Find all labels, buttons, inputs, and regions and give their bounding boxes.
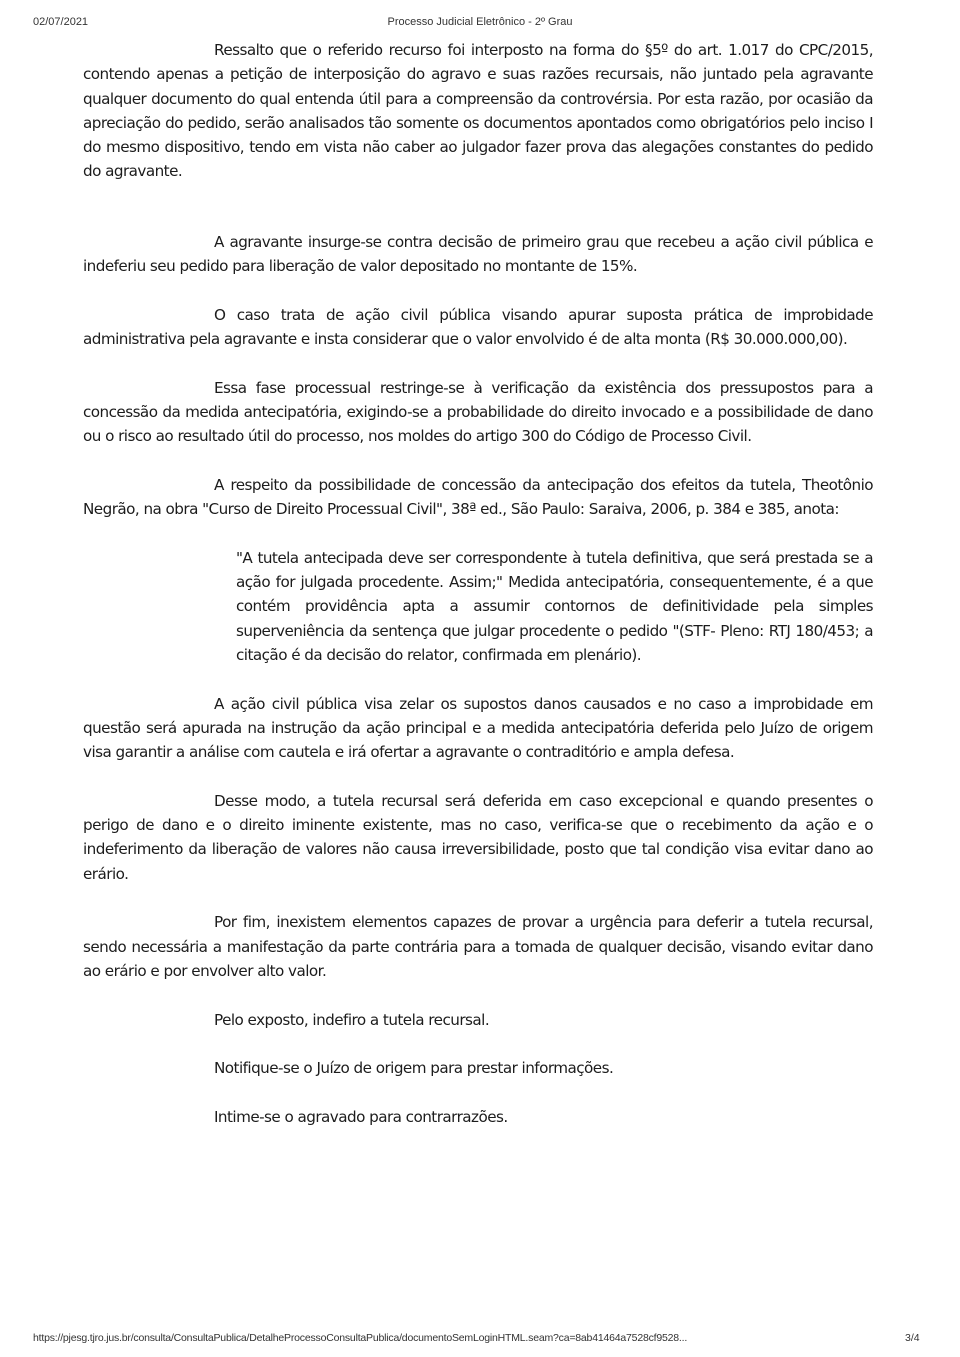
paragraph-agravante: A agravante insurge-se contra decisão de primeiro grau que recebeu a ação civil pública e indeferiu seu pedido para liberação de valor depositado no montante de 15%. — [83, 233, 873, 276]
document-body — [83, 38, 873, 1153]
paragraph-acao-civil: A ação civil pública visa zelar os supostos danos causados e no caso a improbidade em questão será apurada na instrução da ação principal e a medida antecipatória deferida pelo Juízo de origem visa garantir a análise com cautela e irá ofertar a agravante o contraditório e ampla defesa. — [83, 694, 873, 762]
paragraph-respeito: A respeito da possibilidade de concessão da antecipação dos efeitos da tutela, Theotônio Negrão, na obra "Curso de Direito Processual Civil", 38ª ed., São Paulo: Saraiva, 2006, p. 384 e 385, anota: — [83, 475, 873, 519]
print-footer-url: https://pjesg.tjro.jus.br/consulta/ConsultaPublica/DetalheProcessoConsultaPublica/documentoSemLoginHTML.seam?ca=8ab41464a7528cf9528... — [33, 1332, 688, 1344]
block-quote: "A tutela antecipada deve ser correspondente à tutela definitiva, que será prestada se a ação for julgada procedente. Assim;" Medida antecipatória, consequentemente, é a que contém providência apta a assumir contornos de definitividade pela simples superveniência da sentença que julgar procedente o pedido "(STF- Pleno: RTJ 180/453; a citação é da decisão do relator, confirmada em plenário). — [236, 548, 873, 665]
paragraph-por-fim: Por fim, inexistem elementos capazes de provar a urgência para deferir a tutela recursal, sendo necessária a manifestação da parte contrária para a tomada de qualquer decisão, visando evitar dano ao erário e por envolver alto valor. — [83, 913, 873, 980]
paragraph-fase-processual: Essa fase processual restringe-se à verificação da existência dos pressupostos para a concessão da medida antecipatória, exigindo-se a probabilidade do direito invocado e a possibilidade de dano ou o risco ao resultado útil do processo, nos moldes do artigo 300 do Código de Processo Civil. — [83, 378, 873, 446]
paragraph-recurso: Ressalto que o referido recurso foi interposto na forma do §5º do art. 1.017 do CPC/2015, contendo apenas a petição de interposição do agravo e suas razões recursais, não juntado pela agravante qualquer documento do qual entenda útil para a compreensão da controvérsia. Por esta razão, por ocasião da apreciação do pedido, serão analisados tão somente os documentos apontados como obrigatórios pelo inciso I do mesmo dispositivo, tendo em vista não caber ao julgador fazer prova das alegações constantes do pedido do agravante. — [83, 41, 873, 181]
closing-intime: Intime-se o agravado para contrarrazões. — [214, 1107, 508, 1126]
paragraph-desse-modo: Desse modo, a tutela recursal será deferida em caso excepcional e quando presentes o perigo de dano e o direito iminente existente, mas no caso, verifica-se que o recebimento da ação e o indeferimento da liberação de valores não causa irreversibilidade, posto que tal condição visa evitar dano ao erário. — [83, 791, 873, 883]
print-header-title: Processo Judicial Eletrônico - 2º Grau — [387, 16, 573, 28]
page-number: 3/4 — [905, 1332, 920, 1344]
closing-indefiro: Pelo exposto, indefiro a tutela recursal. — [214, 1010, 490, 1029]
closing-notifique: Notifique-se o Juízo de origem para prestar informações. — [214, 1059, 614, 1078]
print-date: 02/07/2021 — [33, 16, 89, 28]
paragraph-caso: O caso trata de ação civil pública visando apurar suposta prática de improbidade administrativa pela agravante e insta considerar que o valor envolvido é de alta monta (R$ 30.000.000,00). — [83, 305, 873, 349]
